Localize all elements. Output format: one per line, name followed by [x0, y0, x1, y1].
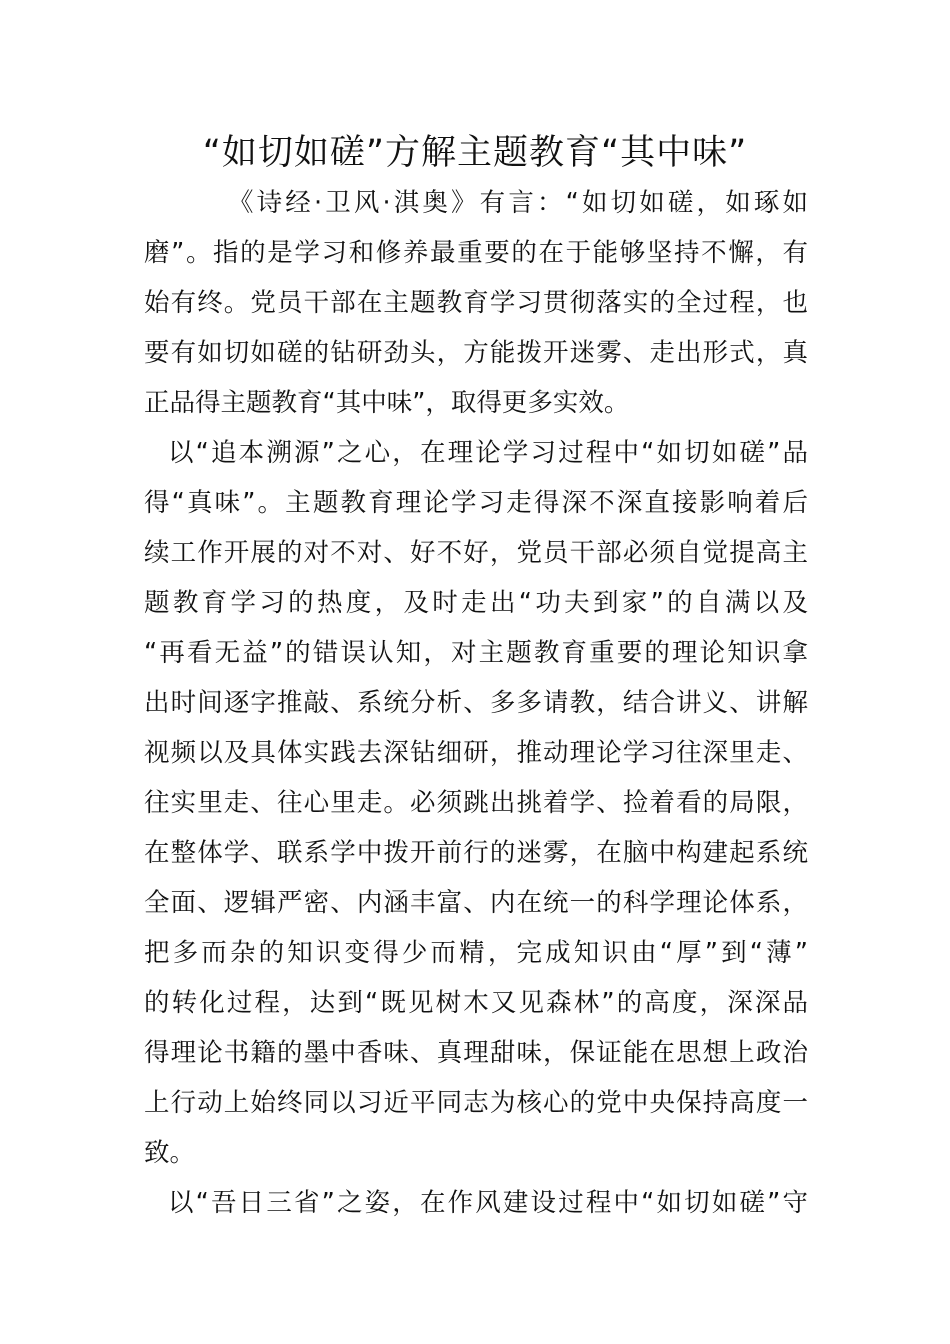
paragraph-1-line-4: 要有如切如磋的钻研劲头，方能拨开迷雾、走出形式，真 — [144, 338, 808, 368]
paragraph-2-line-3: 续工作开展的对不对、好不好，党员干部必须自觉提高主 — [144, 538, 808, 568]
paragraph-2-line-7: 视频以及具体实践去深钻细研，推动理论学习往深里走、 — [144, 738, 808, 768]
paragraph-1-line-5: 正品得主题教育“其中味”，取得更多实效。 — [144, 388, 630, 418]
paragraph-2-line-15: 致。 — [144, 1138, 196, 1168]
document-title: “如切如磋”方解主题教育“其中味” — [202, 133, 748, 173]
paragraph-1-line-3: 始有终。党员干部在主题教育学习贯彻落实的全过程，也 — [144, 288, 808, 318]
paragraph-2-line-6: 出时间逐字推敲、系统分析、多多请教，结合讲义、讲解 — [144, 688, 808, 718]
paragraph-2-line-1: 以“追本溯源”之心，在理论学习过程中“如切如磋”品 — [168, 438, 808, 468]
paragraph-2-line-11: 把多而杂的知识变得少而精，完成知识由“厚”到“薄” — [144, 938, 808, 968]
paragraph-1-line-1: 《诗经·卫风·淇奥》有言：“如切如磋，如琢如 — [228, 188, 808, 218]
paragraph-2-line-4: 题教育学习的热度，及时走出“功夫到家”的自满以及 — [144, 588, 808, 618]
paragraph-2-line-10: 全面、逻辑严密、内涵丰富、内在统一的科学理论体系， — [144, 888, 808, 918]
paragraph-1-line-2: 磨”。指的是学习和修养最重要的在于能够坚持不懈，有 — [144, 238, 808, 268]
paragraph-2-line-8: 往实里走、往心里走。必须跳出挑着学、捡着看的局限， — [144, 788, 808, 818]
paragraph-2-line-2: 得“真味”。主题教育理论学习走得深不深直接影响着后 — [144, 488, 808, 518]
paragraph-2-line-9: 在整体学、联系学中拨开前行的迷雾，在脑中构建起系统 — [144, 838, 808, 868]
paragraph-2-line-14: 上行动上始终同以习近平同志为核心的党中央保持高度一 — [144, 1088, 808, 1118]
paragraph-2-line-12: 的转化过程，达到“既见树木又见森林”的高度，深深品 — [144, 988, 808, 1018]
paragraph-2-line-5: “再看无益”的错误认知，对主题教育重要的理论知识拿 — [144, 638, 808, 668]
paragraph-2-line-13: 得理论书籍的墨中香味、真理甜味，保证能在思想上政治 — [144, 1038, 808, 1068]
paragraph-3-line-1: 以“吾日三省”之姿，在作风建设过程中“如切如磋”守 — [168, 1188, 808, 1218]
